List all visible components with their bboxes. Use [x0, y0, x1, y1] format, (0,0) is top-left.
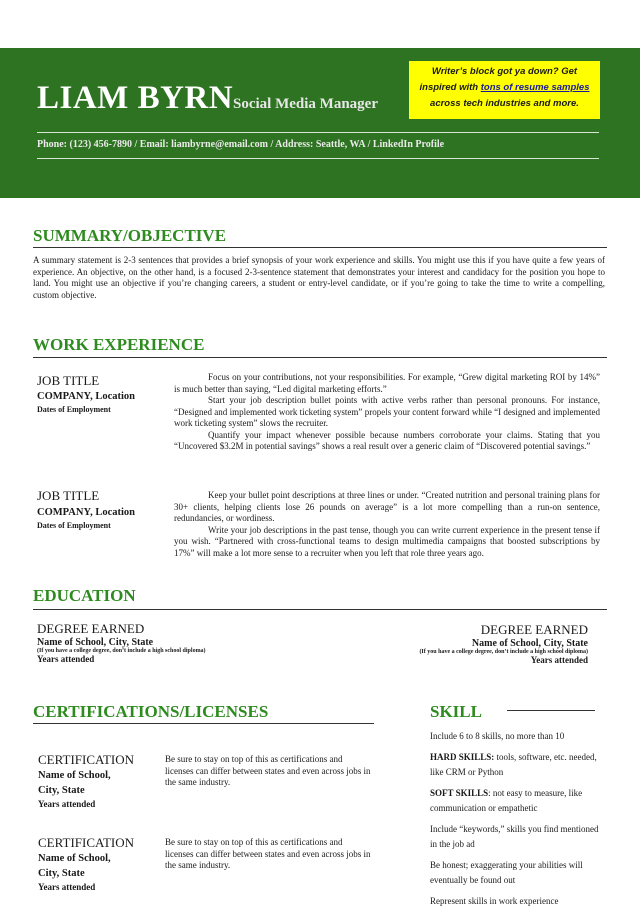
certification-school-line: Name of School,: [38, 770, 111, 781]
skill-item: [430, 786, 605, 816]
job-title: JOB TITLE: [37, 373, 100, 388]
skill-text: Be honest; exaggerating your abilities will eventually be found out: [430, 860, 583, 885]
header-divider-bottom: [37, 158, 599, 159]
skill-item: [430, 858, 605, 888]
callout-line-1: Writer’s block got ya down? Get: [431, 66, 578, 77]
job-paragraph: Focus on your contributions, not your responsibilities. For example, “Grew digital marketing ROI by 14%” is much better than saying, “Led digital marketing efforts.”: [174, 372, 600, 394]
skill-item: [430, 822, 605, 852]
skill-text: tools, software, etc. needed, like CRM or Python: [430, 752, 597, 777]
callout-pre: inspired with: [419, 82, 481, 93]
certifications-rule: [33, 723, 374, 724]
skill-bold: SOFT SKILLS: [430, 788, 489, 798]
certification-city-line: City, State: [38, 867, 85, 879]
skills-list: [430, 729, 605, 909]
candidate-role: Social Media Manager: [233, 96, 378, 112]
callout-line-3: across tech industries and more.: [430, 98, 579, 109]
job-description: [174, 372, 600, 453]
contact-line: Phone: (123) 456-7890 / Email: liambyrne@email.com / Address: Seattle, WA / LinkedIn Profile: [37, 139, 445, 150]
skill-item: [430, 729, 605, 744]
skill-text: Represent skills in work experience: [430, 896, 559, 906]
candidate-name: LIAM BYRN: [37, 80, 234, 116]
school-name: Name of School, City, State: [471, 638, 588, 649]
work-rule: [33, 357, 607, 358]
skill-text: : not easy to measure, like communication or empathetic: [430, 788, 583, 813]
degree-note: (If you have a college degree, don’t include a high school diploma): [419, 649, 588, 655]
certification-school: [38, 852, 111, 881]
degree-title: DEGREE EARNED: [37, 621, 145, 636]
skills-heading: SKILL: [430, 702, 482, 721]
certification-title: CERTIFICATION: [38, 752, 134, 767]
job-paragraph: Start your job description bullet points with active verbs rather than personal pronouns. For instance, “Designed and implemented work ticketing system” propels your content forward while “I designed and implemented work ticketing system” slows the recruiter.: [174, 395, 600, 428]
certification-school: [38, 769, 111, 798]
education-heading: EDUCATION: [33, 586, 136, 605]
job-paragraph: Quantify your impact whenever possible because numbers corroborate your claims. Stating that you “Uncovered $3.2M in potential savings” shows a real result over a generic claim of “Discovered potential savings.”: [174, 429, 600, 451]
skill-bold: HARD SKILLS:: [430, 752, 495, 762]
callout-line-2: [409, 80, 600, 96]
skill-item: [430, 894, 605, 909]
resume-samples-link[interactable]: tons of resume samples: [480, 82, 590, 93]
job-dates: Dates of Employment: [37, 405, 111, 414]
certification-city-line: City, State: [38, 784, 85, 796]
skill-item: [430, 750, 605, 780]
work-heading: WORK EXPERIENCE: [33, 335, 205, 354]
summary-rule: [33, 247, 607, 248]
years-attended: Years attended: [530, 655, 588, 665]
header-divider-top: [37, 132, 599, 133]
job-paragraph: Keep your bullet point descriptions at three lines or under. “Created nutrition and personal training plans for 30+ clients, helping clients lose 26 pounds on average” is a lot more compelling than a run-on sentence, redundancies, or wordiness.: [174, 490, 600, 523]
samples-callout: [409, 61, 600, 119]
degree-note: (If you have a college degree, don’t include a high school diploma): [37, 648, 206, 654]
job-paragraph: Write your job descriptions in the past tense, though you can write current experience in the present tense if you wish. “Partnered with cross-functional teams to design multimedia campaigns that boosted subscriptions by 17%” will make a lot more sense to a recruiter when you left that role three years ago.: [174, 524, 600, 558]
skill-text: Include 6 to 8 skills, no more than 10: [430, 731, 565, 741]
certification-note: Be sure to stay on top of this as certifications and licenses can differ between states and even across jobs in the same industry.: [165, 837, 371, 870]
years-attended: Years attended: [37, 654, 95, 664]
school-name: Name of School, City, State: [37, 637, 154, 648]
certification-years: Years attended: [38, 882, 96, 892]
education-rule: [33, 609, 607, 610]
job-description: [174, 490, 600, 559]
skill-text: Include “keywords,” skills you find mentioned in the job ad: [430, 824, 599, 849]
job-title: JOB TITLE: [37, 488, 100, 503]
certification-years: Years attended: [38, 799, 96, 809]
job-dates: Dates of Employment: [37, 521, 111, 530]
certifications-heading: CERTIFICATIONS/LICENSES: [33, 702, 269, 721]
education-entry-right: [419, 622, 588, 665]
certification-school-line: Name of School,: [38, 853, 111, 864]
skills-rule: [507, 710, 595, 711]
job-company: COMPANY, Location: [37, 391, 135, 402]
certification-title: CERTIFICATION: [38, 835, 134, 850]
certification-note: Be sure to stay on top of this as certifications and licenses can differ between states and even across jobs in the same industry.: [165, 754, 371, 787]
summary-heading: SUMMARY/OBJECTIVE: [33, 226, 227, 245]
education-entry-left: [37, 621, 206, 664]
degree-title: DEGREE EARNED: [480, 622, 588, 637]
job-company: COMPANY, Location: [37, 507, 135, 518]
summary-text: A summary statement is 2-3 sentences that provides a brief synopsis of your work experience and skills. You might use this if you have quite a few years of experience. An objective, on the other hand, is a focused 2-3-sentence statement that demonstrates your interest and candidacy for the position you hope to land. You might use an objective if you’re changing careers, a student or entry-level candidate, or if you’re going to take the time to write a compelling, custom objective.: [33, 255, 605, 300]
